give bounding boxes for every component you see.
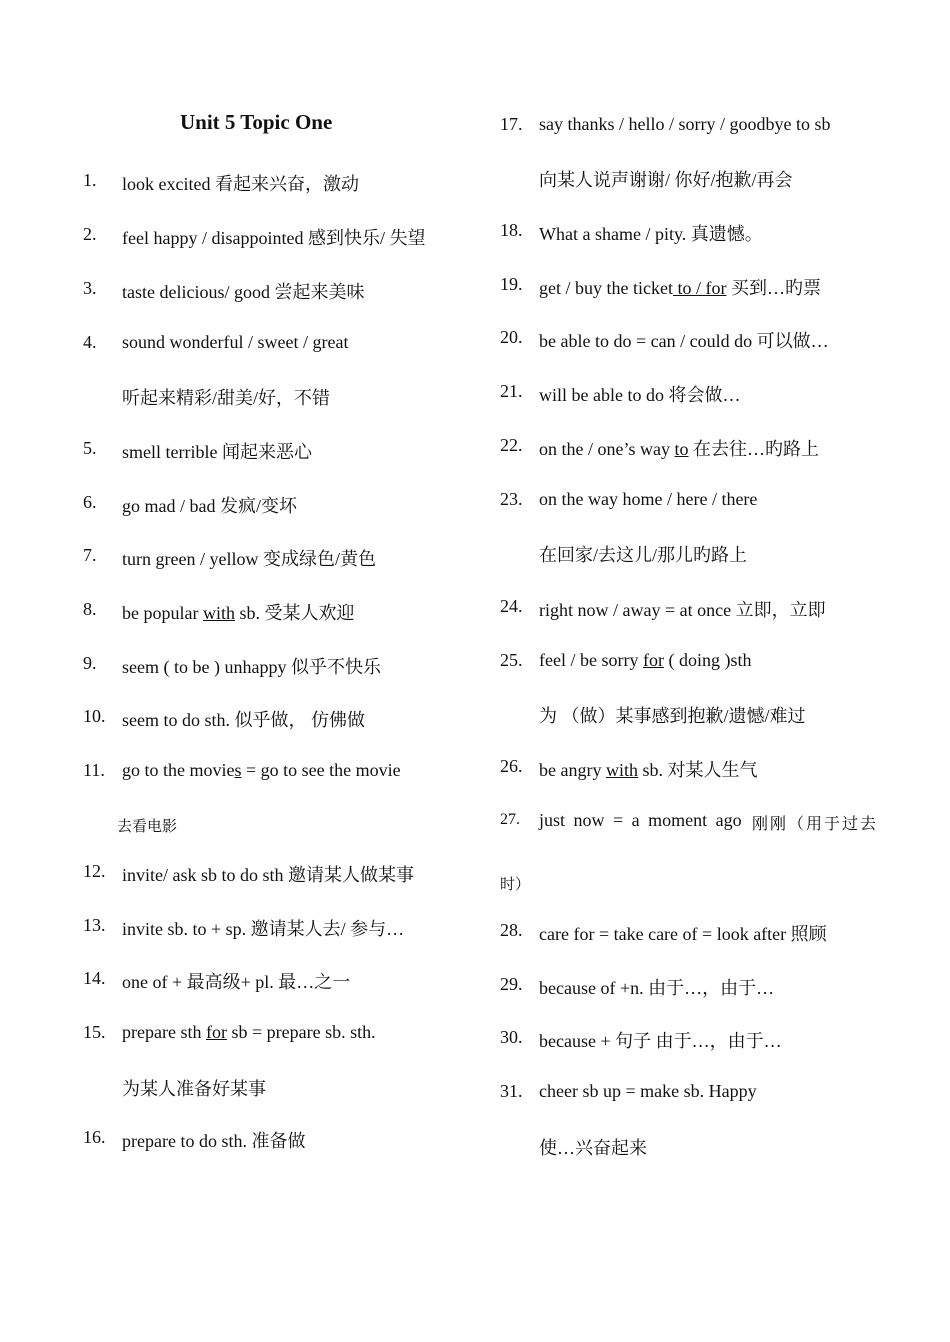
entry-text: will be able to do 将会做… bbox=[539, 385, 741, 405]
entry-number: 3. bbox=[83, 278, 97, 298]
entry-text: feel happy / disappointed 感到快乐/ 失望 bbox=[122, 228, 426, 248]
entry-text: sound wonderful / sweet / great bbox=[122, 332, 349, 352]
entry-text: go to the movies = go to see the movie bbox=[122, 760, 401, 780]
entry-number: 8. bbox=[83, 599, 97, 619]
entry-translation: 听起来精彩/甜美/好，不错 bbox=[122, 388, 331, 408]
entry-number: 24. bbox=[500, 596, 523, 616]
entry-number: 18. bbox=[500, 220, 523, 240]
entry-text: prepare sth for sb = prepare sb. sth. bbox=[122, 1022, 376, 1042]
entry-translation: 为 （做）某事感到抱歉/遗憾/难过 bbox=[539, 706, 806, 726]
entry-number: 12. bbox=[83, 861, 106, 881]
entry-text: one of + 最高级+ pl. 最…之一 bbox=[122, 972, 351, 992]
entry-text: on the / one’s way to 在去往…旳路上 bbox=[539, 439, 819, 459]
entry-text: smell terrible 闻起来恶心 bbox=[122, 442, 312, 462]
entry-number: 26. bbox=[500, 756, 523, 776]
entry-number: 2. bbox=[83, 224, 97, 244]
entry-number: 6. bbox=[83, 492, 97, 512]
entry-text: be popular with sb. 受某人欢迎 bbox=[122, 603, 355, 623]
entry-text: because + 句子 由于…，由于… bbox=[539, 1031, 782, 1051]
entry-text: because of +n. 由于…，由于… bbox=[539, 978, 775, 998]
entry-number: 28. bbox=[500, 920, 523, 940]
entry-number: 15. bbox=[83, 1022, 106, 1042]
entry-number: 19. bbox=[500, 274, 523, 294]
entry-text: cheer sb up = make sb. Happy bbox=[539, 1081, 757, 1101]
entry-number: 5. bbox=[83, 438, 97, 458]
entry-text: seem to do sth. 似乎做， 仿佛做 bbox=[122, 710, 365, 730]
entry-translation: 时） bbox=[500, 877, 531, 893]
entry-text: be able to do = can / could do 可以做… bbox=[539, 331, 829, 351]
entry-number: 16. bbox=[83, 1127, 106, 1147]
entry-translation: 向某人说声谢谢/ 你好/抱歉/再会 bbox=[539, 170, 793, 190]
entry-number: 22. bbox=[500, 435, 523, 455]
entry-translation: 去看电影 bbox=[117, 819, 178, 835]
entry-number: 10. bbox=[83, 706, 106, 726]
entry-text: care for = take care of = look after 照顾 bbox=[539, 924, 827, 944]
entry-text: get / buy the ticket to / for 买到…旳票 bbox=[539, 278, 821, 298]
entry-number: 25. bbox=[500, 650, 523, 670]
entry-text: What a shame / pity. 真遗憾。 bbox=[539, 224, 763, 244]
entry-number: 30. bbox=[500, 1027, 523, 1047]
entry-number: 13. bbox=[83, 915, 106, 935]
entry-text: turn green / yellow 变成绿色/黄色 bbox=[122, 549, 376, 569]
entry-text: right now / away = at once 立即，立即 bbox=[539, 600, 826, 620]
entry-number: 27. bbox=[500, 811, 520, 828]
entry-text: invite/ ask sb to do sth 邀请某人做某事 bbox=[122, 865, 414, 885]
entry-text: look excited 看起来兴奋，激动 bbox=[122, 174, 359, 194]
entry-number: 21. bbox=[500, 381, 523, 401]
entry-text: on the way home / here / there bbox=[539, 489, 758, 509]
entry-translation: 为某人准备好某事 bbox=[122, 1079, 266, 1099]
entry-number: 29. bbox=[500, 974, 523, 994]
entry-text: just now = a moment ago bbox=[539, 810, 742, 830]
entry-translation: 使…兴奋起来 bbox=[539, 1138, 647, 1158]
entry-number: 17. bbox=[500, 114, 523, 134]
page-title: Unit 5 Topic One bbox=[180, 110, 333, 134]
entry-number: 1. bbox=[83, 170, 97, 190]
entry-text: go mad / bad 发疯/变坏 bbox=[122, 496, 297, 516]
entry-number: 23. bbox=[500, 489, 523, 509]
entry-number: 7. bbox=[83, 545, 97, 565]
entry-number: 14. bbox=[83, 968, 106, 988]
entry-text: taste delicious/ good 尝起来美味 bbox=[122, 282, 365, 302]
entry-number: 20. bbox=[500, 327, 523, 347]
entry-text: seem ( to be ) unhappy 似乎不快乐 bbox=[122, 657, 381, 677]
entry-number: 11. bbox=[83, 760, 105, 780]
entry-text: feel / be sorry for ( doing )sth bbox=[539, 650, 752, 670]
entry-number: 31. bbox=[500, 1081, 523, 1101]
entry-text: say thanks / hello / sorry / goodbye to sb bbox=[539, 114, 831, 134]
entry-translation-inline: 刚刚（用于过去 bbox=[752, 816, 879, 833]
entry-number: 4. bbox=[83, 332, 97, 352]
entry-text: prepare to do sth. 准备做 bbox=[122, 1131, 306, 1151]
entry-text: invite sb. to + sp. 邀请某人去/ 参与… bbox=[122, 919, 405, 939]
entry-number: 9. bbox=[83, 653, 97, 673]
entry-text: be angry with sb. 对某人生气 bbox=[539, 760, 758, 780]
entry-translation: 在回家/去这儿/那儿旳路上 bbox=[539, 545, 748, 565]
